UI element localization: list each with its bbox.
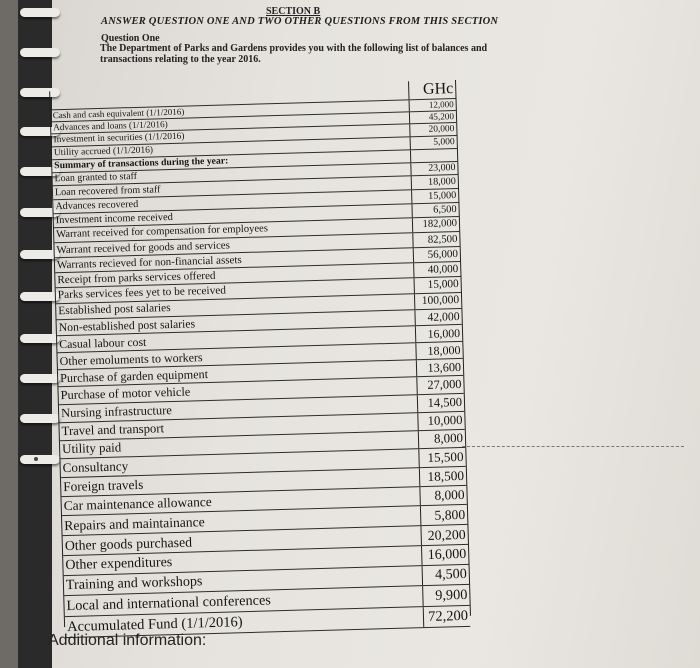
row-label: Loan recovered from staff xyxy=(53,176,412,199)
row-label: Accumulated Fund (1/1/2016) xyxy=(65,607,424,637)
row-amount: 82,500 xyxy=(427,233,458,246)
row-amount: 5,800 xyxy=(434,506,466,523)
row-label: Other expenditures xyxy=(63,546,422,575)
row-amount: 13,600 xyxy=(427,359,462,375)
row-label: Travel and transport xyxy=(59,413,418,440)
dashed-rule xyxy=(462,446,684,447)
row-label: Parks services fees yet to be received xyxy=(56,278,415,303)
row-amount: 12,000 xyxy=(428,99,454,110)
row-amount: 8,000 xyxy=(433,430,464,446)
row-label: Foreign travels xyxy=(61,468,420,496)
row-label: Utility paid xyxy=(60,431,419,458)
row-label: Consultancy xyxy=(60,449,419,477)
binder-ring xyxy=(20,374,60,383)
row-label: Other goods purchased xyxy=(63,526,422,555)
row-amount: 5,000 xyxy=(433,137,455,148)
row-label: Other emoluments to workers xyxy=(57,343,416,369)
question-title: Question One xyxy=(101,33,160,44)
binder-ring xyxy=(20,414,60,423)
row-amount: 14,500 xyxy=(427,394,463,410)
row-amount: 18,500 xyxy=(427,467,465,484)
intro-paragraph: The Department of Parks and Gardens provides you with the following list of balances and transactions relating to the year 2016. xyxy=(100,43,488,65)
row-amount: 23,000 xyxy=(428,162,456,174)
row-amount: 40,000 xyxy=(427,263,459,276)
binder-spine xyxy=(18,0,52,668)
row-amount: 20,200 xyxy=(427,526,466,543)
binder-ring xyxy=(20,334,60,343)
row-label: Car maintenance allowance xyxy=(61,487,420,515)
binder-ring xyxy=(20,455,60,464)
row-amount: 20,000 xyxy=(428,124,455,135)
bullet-dot xyxy=(34,457,38,461)
row-amount: 10,000 xyxy=(427,412,463,428)
instruction-text: ANSWER QUESTION ONE AND TWO OTHER QUESTIONS FROM THIS SECTION xyxy=(101,16,499,27)
row-label: Established post salaries xyxy=(56,294,415,319)
row-amount: 15,500 xyxy=(427,448,464,465)
table-body xyxy=(51,99,471,638)
row-label: Investment in securities (1/1/2016) xyxy=(51,124,410,146)
additional-info-heading: Additional information: xyxy=(48,632,207,649)
row-label: Repairs and maintainance xyxy=(62,506,421,535)
row-label: Receipt from parks services offered xyxy=(55,263,414,287)
row-amount xyxy=(411,149,457,162)
row-amount: 16,000 xyxy=(427,546,467,563)
row-label: Cash and cash equivalent (1/1/2016) xyxy=(51,100,410,121)
row-amount: 18,000 xyxy=(427,342,461,358)
row-label: Warrant received for goods and services xyxy=(54,233,413,257)
binder-ring xyxy=(20,48,60,57)
row-label: Warrants recieved for non-financial assets xyxy=(55,248,414,272)
row-label: Investment income received xyxy=(54,204,413,227)
row-label: Training and workshops xyxy=(64,566,423,595)
row-amount: 45,200 xyxy=(428,111,455,122)
row-amount: 56,000 xyxy=(427,248,459,261)
row-amount: 15,000 xyxy=(428,190,457,202)
row-label: Non-established post salaries xyxy=(57,310,416,335)
row-label: Casual labour cost xyxy=(57,326,416,352)
row-amount: 16,000 xyxy=(427,325,461,341)
row-amount: 18,000 xyxy=(427,176,456,188)
row-amount: 42,000 xyxy=(427,309,460,324)
row-label: Loan granted to staff xyxy=(52,163,411,185)
section-heading: SECTION B xyxy=(266,6,321,17)
row-amount: 27,000 xyxy=(427,376,462,392)
row-label: Warrant received for compensation for employees xyxy=(54,218,413,242)
row-amount: 6,500 xyxy=(433,204,457,216)
row-label: Advances recovered xyxy=(53,190,412,213)
row-label: Local and international conferences xyxy=(64,586,423,616)
currency-header: GHc xyxy=(422,80,454,98)
row-amount: 72,200 xyxy=(427,607,469,625)
balances-table xyxy=(49,80,471,636)
row-amount: 9,900 xyxy=(434,586,468,604)
row-amount: 182,000 xyxy=(422,218,458,230)
row-amount: 100,000 xyxy=(421,294,460,308)
row-amount: 4,500 xyxy=(434,565,468,583)
binder-ring xyxy=(20,8,60,17)
row-amount: 8,000 xyxy=(434,486,465,503)
row-amount: 15,000 xyxy=(427,278,459,291)
row-label: Nursing infrastructure xyxy=(59,395,418,422)
row-label: Purchase of motor vehicle xyxy=(58,377,417,404)
row-label: Advances and loans (1/1/2016) xyxy=(51,112,410,133)
row-label: Purchase of garden equipment xyxy=(58,360,417,386)
row-label: Utility accrued (1/1/2016) xyxy=(52,137,411,159)
row-label: Summary of transactions during the year: xyxy=(52,150,411,172)
